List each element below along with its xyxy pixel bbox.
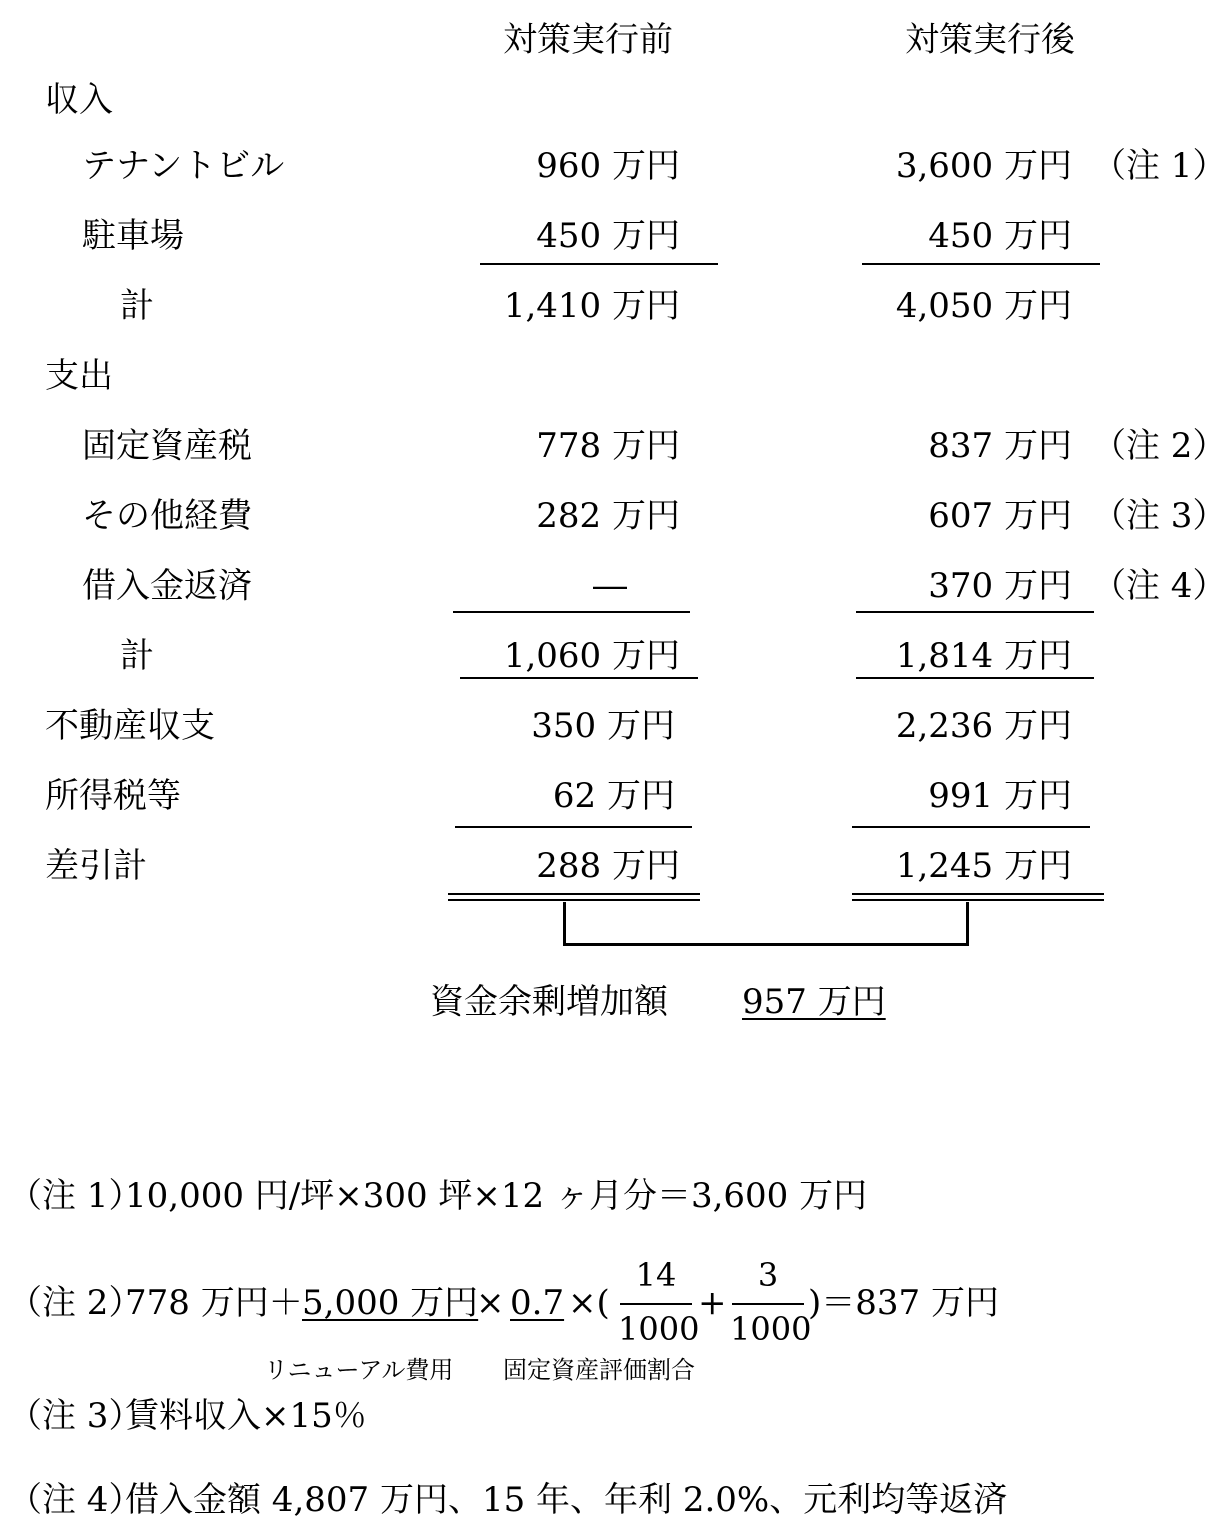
expense-total-label: 計 xyxy=(120,636,154,676)
note2-renewal-cost: 5,000 万円 xyxy=(302,1283,479,1323)
income-total-before: 1,410 万円 xyxy=(503,286,680,326)
note2-frac1-denominator: 1000 xyxy=(618,1310,700,1348)
value-before-real-estate-balance: 350 万円 xyxy=(531,706,675,746)
expense-rule-before xyxy=(453,611,690,613)
income-total-label: 計 xyxy=(120,286,154,326)
value-after-parking: 450 万円 xyxy=(928,216,1072,256)
row-label-parking: 駐車場 xyxy=(82,216,184,256)
note-ref-2: （注 2） xyxy=(1092,426,1226,466)
increase-value: 957 万円 xyxy=(742,982,886,1022)
value-before-loan-repayment: ― xyxy=(593,566,627,606)
note-ref-4: （注 4） xyxy=(1092,566,1226,606)
expense-total-after: 1,814 万円 xyxy=(895,636,1072,676)
note1-tag: （注 1） xyxy=(8,1176,143,1216)
value-before-tenant: 960 万円 xyxy=(536,146,680,186)
value-after-real-estate-balance: 2,236 万円 xyxy=(895,706,1072,746)
row-label-income-tax: 所得税等 xyxy=(45,776,181,816)
bracket-right-stem xyxy=(966,902,969,946)
value-before-net-total: 288 万円 xyxy=(536,846,680,886)
expense-total-before: 1,060 万円 xyxy=(503,636,680,676)
expense-total-rule-after xyxy=(856,677,1094,679)
income-rule-before xyxy=(480,263,718,265)
header-after: 対策実行後 xyxy=(905,20,1075,60)
note3-tag: （注 3） xyxy=(8,1396,143,1436)
value-before-other-expenses: 282 万円 xyxy=(536,496,680,536)
note4-tag: （注 4） xyxy=(8,1480,143,1520)
note2-plus: + xyxy=(698,1283,727,1323)
value-after-property-tax: 837 万円 xyxy=(928,426,1072,466)
income-total-after: 4,050 万円 xyxy=(895,286,1072,326)
note-ref-1: （注 1） xyxy=(1092,146,1226,186)
note2-prefix: 778 万円＋ xyxy=(125,1283,303,1323)
value-after-income-tax: 991 万円 xyxy=(928,776,1072,816)
value-after-loan-repayment: 370 万円 xyxy=(928,566,1072,606)
note-ref-3: （注 3） xyxy=(1092,496,1226,536)
expense-label: 支出 xyxy=(45,356,113,396)
net-total-double-rule-before xyxy=(448,893,700,901)
note3-text: 賃料収入×15％ xyxy=(125,1396,367,1436)
note2-times-1: × xyxy=(476,1283,505,1323)
income-label: 収入 xyxy=(45,80,113,120)
value-after-other-expenses: 607 万円 xyxy=(928,496,1072,536)
note2-tag: （注 2） xyxy=(8,1283,143,1323)
value-before-parking: 450 万円 xyxy=(536,216,680,256)
note2-frac2-denominator: 1000 xyxy=(730,1310,812,1348)
note2-ratio: 0.7 xyxy=(510,1283,565,1323)
expense-rule-after xyxy=(856,611,1094,613)
note4-text: 借入金額 4,807 万円、15 年、年利 2.0%、元利均等返済 xyxy=(125,1480,1008,1520)
row-label-property-tax: 固定資産税 xyxy=(82,426,252,466)
bracket-left-stem xyxy=(563,902,566,946)
expense-total-rule-before xyxy=(460,677,698,679)
increase-label: 資金余剰増加額 xyxy=(430,982,668,1022)
row-label-real-estate-balance: 不動産収支 xyxy=(45,706,215,746)
row-label-loan-repayment: 借入金返済 xyxy=(82,566,252,606)
note2-ratio-caption: 固定資産評価割合 xyxy=(503,1356,695,1384)
row-label-other-expenses: その他経費 xyxy=(82,496,252,536)
value-before-income-tax: 62 万円 xyxy=(552,776,675,816)
note2-frac2-bar xyxy=(732,1303,804,1305)
header-before: 対策実行前 xyxy=(503,20,673,60)
row-label-net-total: 差引計 xyxy=(45,846,147,886)
row-label-tenant: テナントビル xyxy=(82,146,285,186)
note2-frac1-numerator: 14 xyxy=(635,1256,677,1294)
value-after-net-total: 1,245 万円 xyxy=(895,846,1072,886)
note2-frac2-numerator: 3 xyxy=(757,1256,779,1294)
tax-rule-after xyxy=(852,826,1090,828)
value-after-tenant: 3,600 万円 xyxy=(895,146,1072,186)
note2-times-open: ×( xyxy=(568,1283,610,1323)
note1-text: 10,000 円/坪×300 坪×12 ヶ月分＝3,600 万円 xyxy=(125,1176,868,1216)
note2-suffix: )＝837 万円 xyxy=(808,1283,999,1323)
income-rule-after xyxy=(862,263,1100,265)
tax-rule-before xyxy=(455,826,692,828)
note2-frac1-bar xyxy=(620,1303,692,1305)
value-before-property-tax: 778 万円 xyxy=(536,426,680,466)
note2-renewal-caption: リニューアル費用 xyxy=(264,1356,454,1384)
bracket-base xyxy=(563,943,969,946)
net-total-double-rule-after xyxy=(852,893,1104,901)
